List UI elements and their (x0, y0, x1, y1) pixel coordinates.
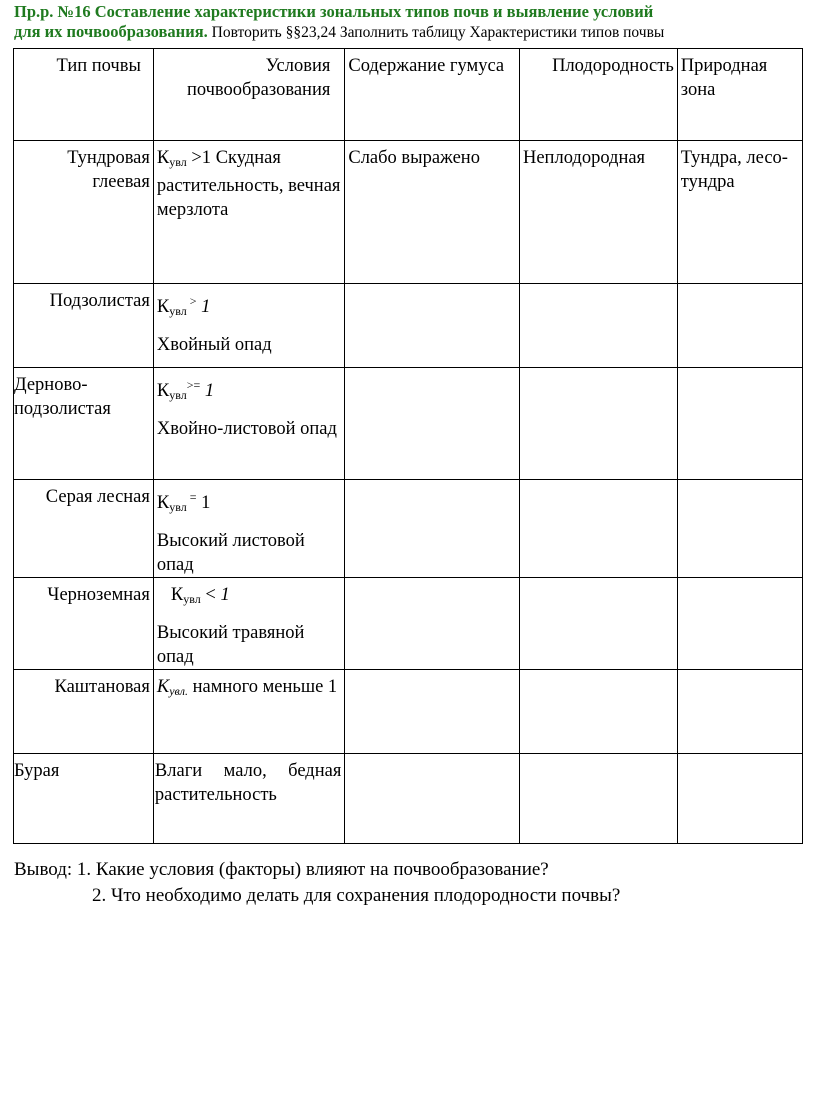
soil-name-line1: Дерново- (14, 375, 88, 395)
soil-types-table (13, 48, 803, 844)
cell-conditions: Влаги мало, бедная растительность (153, 754, 344, 844)
cell-zone (677, 368, 802, 480)
cell-zone (677, 284, 802, 368)
k-symbol: К (156, 493, 170, 513)
k-superscript: > (186, 294, 197, 308)
cell-fertility (519, 480, 677, 578)
k-subscript: увл (183, 592, 201, 606)
k-subscript: увл (169, 304, 187, 318)
cell-zone: Тундра, лесо-тундра (677, 141, 802, 284)
title-bold-line1: Пр.р. №16 Составление характеристики зональных типов почв и выявление условий (14, 2, 654, 21)
conclusion-question-2: 2. Что необходимо делать для сохранения плодородности почвы? (92, 885, 621, 906)
condition-text: Хвойно-листовой опад (156, 419, 337, 439)
cell-conditions (153, 284, 344, 368)
k-subscript: увл (169, 155, 187, 169)
cell-humus (345, 670, 520, 754)
header-conditions: Условия почвообразования (153, 49, 344, 141)
k-symbol: К (170, 585, 184, 605)
cell-zone (677, 754, 802, 844)
conclusion-question-1: Вывод: 1. Какие условия (факторы) влияют на почвообразование? (14, 859, 549, 880)
title-bold-line2: для их почвообразования. (14, 22, 208, 41)
cell-zone (677, 480, 802, 578)
header-zone: Природная зона (677, 49, 802, 141)
cell-fertility (519, 368, 677, 480)
cell-humus (345, 284, 520, 368)
k-symbol: К (156, 148, 170, 168)
cell-fertility: Неплодородная (519, 141, 677, 284)
table-row (14, 578, 803, 670)
k-value: 1 (196, 493, 211, 513)
k-symbol: К (156, 297, 170, 317)
header-fertility: Плодородность (519, 49, 677, 141)
k-subscript: увл. (169, 684, 188, 698)
cell-fertility (519, 284, 677, 368)
k-superscript: = (186, 490, 197, 504)
table-row (14, 480, 803, 578)
k-relation: < (200, 585, 216, 605)
table-row (14, 754, 803, 844)
k-superscript: >= (186, 378, 201, 392)
k-subscript: увл (169, 500, 187, 514)
k-relation: >1 (186, 148, 212, 168)
cell-humus (345, 368, 520, 480)
cell-zone (677, 578, 802, 670)
cell-soil: Черноземная (14, 578, 154, 670)
table-row (14, 368, 803, 480)
cell-fertility (519, 670, 677, 754)
cell-humus (345, 754, 520, 844)
cell-soil: Серая лесная (14, 480, 154, 578)
k-symbol: К (156, 677, 170, 697)
condition-text: Скудная растительность, вечная мерзлота (156, 148, 341, 220)
table-row (14, 141, 803, 284)
cell-soil (14, 368, 154, 480)
condition-text: Хвойный опад (156, 335, 272, 355)
condition-text: Высокий листовой опад (156, 531, 305, 575)
cell-conditions (153, 670, 344, 754)
cell-conditions (153, 578, 344, 670)
k-subscript: увл (169, 388, 187, 402)
cell-conditions (153, 141, 344, 284)
soil-name-line2: глеевая (92, 172, 150, 192)
page-title (14, 2, 804, 43)
title-instruction: Повторить §§23,24 Заполнить таблицу Характеристики типов почвы (207, 24, 665, 41)
cell-soil (14, 141, 154, 284)
cell-fertility (519, 578, 677, 670)
k-value: 1 (196, 297, 211, 317)
k-symbol: К (156, 381, 170, 401)
k-value: 1 (200, 381, 215, 401)
cell-soil: Каштановая (14, 670, 154, 754)
soil-name-line1: Тундровая (67, 148, 150, 168)
conclusion (14, 857, 804, 909)
cell-conditions (153, 480, 344, 578)
table-header-row (14, 49, 803, 141)
table-row (14, 284, 803, 368)
cell-soil: Бурая (14, 754, 154, 844)
cell-zone (677, 670, 802, 754)
header-soil-type: Тип почвы (14, 49, 154, 141)
cell-soil: Подзолистая (14, 284, 154, 368)
soil-name-line2: подзолистая (14, 399, 111, 419)
cell-fertility (519, 754, 677, 844)
cell-conditions (153, 368, 344, 480)
condition-text: Высокий травяной опад (156, 623, 305, 667)
table-row (14, 670, 803, 754)
cell-humus: Слабо выражено (345, 141, 520, 284)
k-value: 1 (215, 585, 230, 605)
condition-text: намного меньше 1 (187, 677, 338, 697)
cell-humus (345, 578, 520, 670)
cell-humus (345, 480, 520, 578)
header-humus: Содержание гумуса (345, 49, 520, 141)
